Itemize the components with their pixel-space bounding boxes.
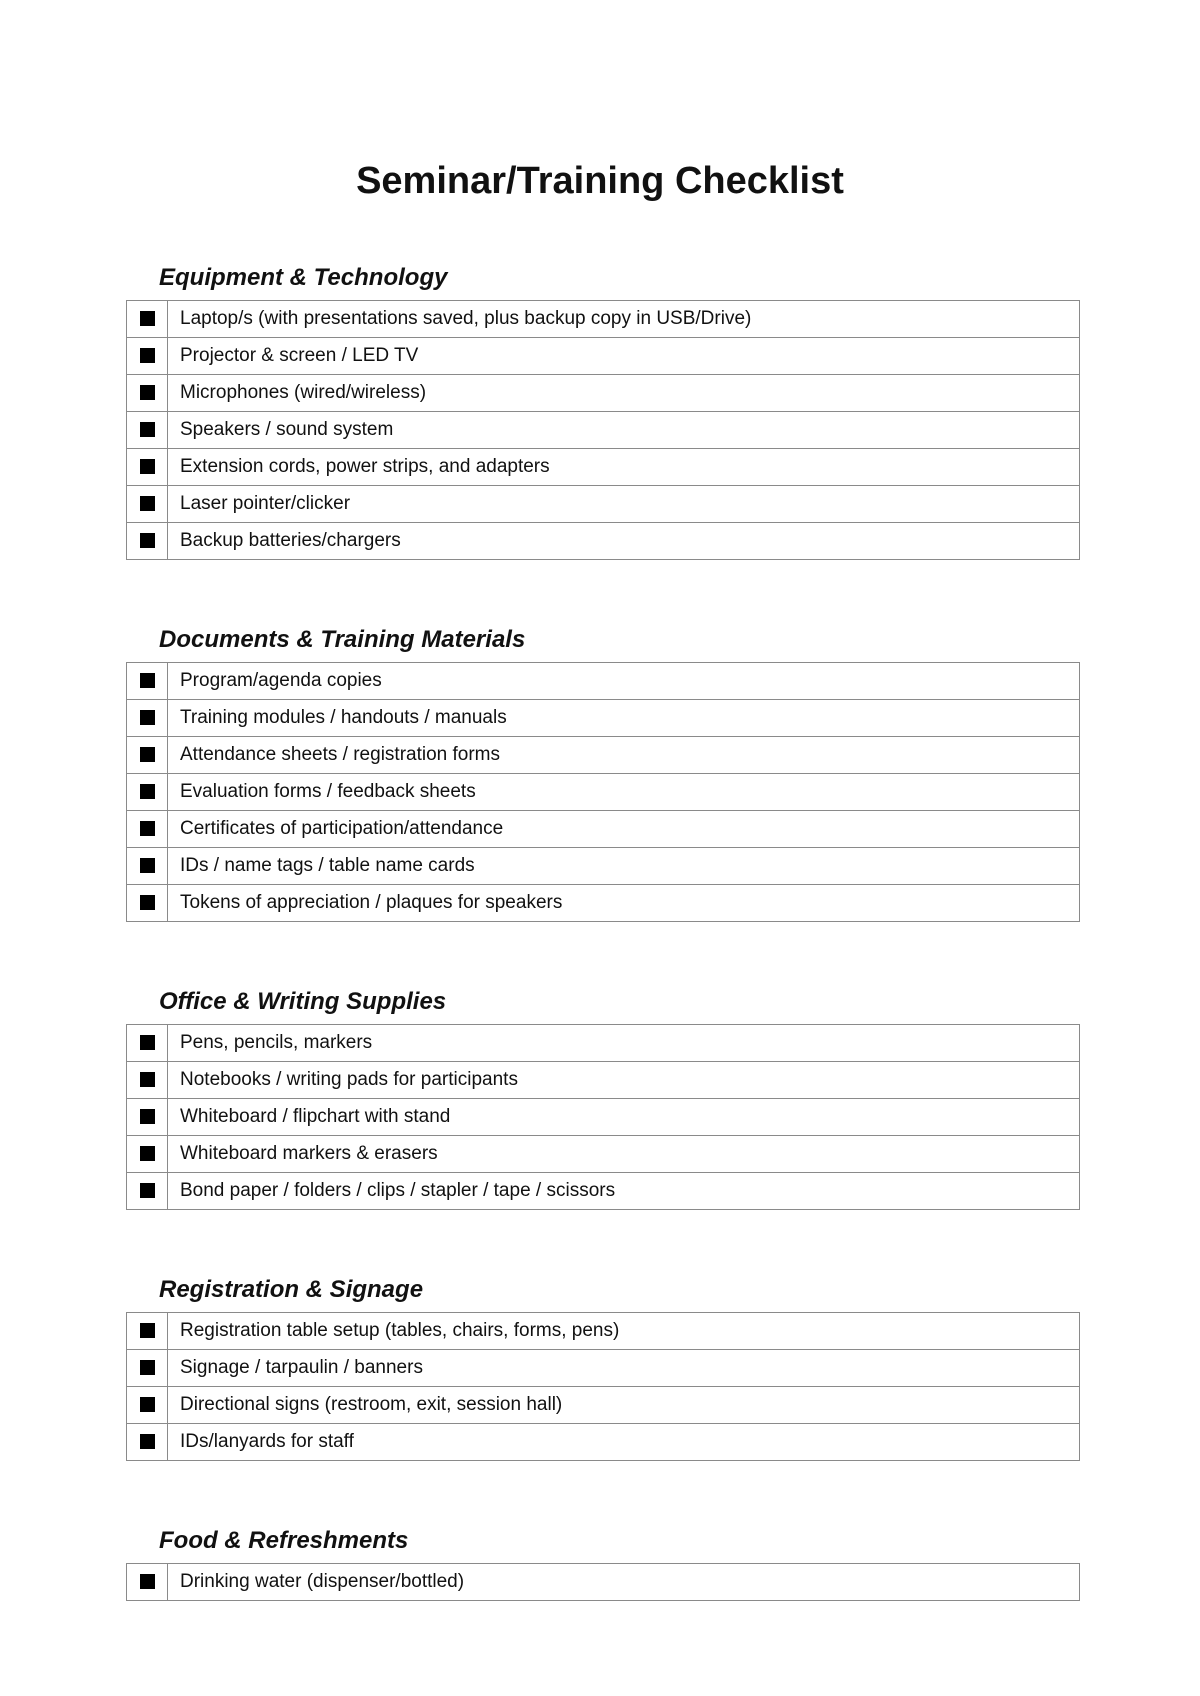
checklist-section (126, 1274, 1080, 1461)
checkbox-square-icon[interactable] (140, 821, 155, 836)
checklist-row (127, 774, 1080, 811)
checklist-row (127, 1173, 1080, 1210)
checklist-row (127, 375, 1080, 412)
checkbox-square-icon[interactable] (140, 496, 155, 511)
checklist-row (127, 338, 1080, 375)
checkbox-cell (127, 301, 168, 338)
checkbox-cell (127, 1313, 168, 1350)
checklist-item-label: Tokens of appreciation / plaques for speakers (168, 885, 1080, 922)
section-heading: Food & Refreshments (159, 1527, 409, 1554)
checklist-item-label: Directional signs (restroom, exit, session hall) (168, 1387, 1080, 1424)
checkbox-square-icon[interactable] (140, 710, 155, 725)
checklist-item-label: Notebooks / writing pads for participants (168, 1062, 1080, 1099)
checklist-row (127, 523, 1080, 560)
checkbox-cell (127, 1099, 168, 1136)
checklist-row (127, 1387, 1080, 1424)
checklist-row (127, 301, 1080, 338)
checklist-row (127, 412, 1080, 449)
section-heading: Equipment & Technology (159, 264, 448, 291)
checkbox-square-icon[interactable] (140, 1183, 155, 1198)
checkbox-cell (127, 1136, 168, 1173)
checklist-row (127, 1564, 1080, 1601)
checkbox-square-icon[interactable] (140, 459, 155, 474)
checkbox-cell (127, 663, 168, 700)
checkbox-square-icon[interactable] (140, 858, 155, 873)
checkbox-cell (127, 486, 168, 523)
checklist-table (126, 300, 1080, 560)
checklist-section (126, 986, 1080, 1210)
checkbox-square-icon[interactable] (140, 1574, 155, 1589)
checklist-table (126, 662, 1080, 922)
checkbox-cell (127, 1424, 168, 1461)
checkbox-cell (127, 811, 168, 848)
checklist-section (126, 1525, 1080, 1601)
checkbox-square-icon[interactable] (140, 348, 155, 363)
checklist-table (126, 1563, 1080, 1601)
checkbox-square-icon[interactable] (140, 1323, 155, 1338)
checklist-item-label: Laptop/s (with presentations saved, plus backup copy in USB/Drive) (168, 301, 1080, 338)
checklist-item-label: IDs / name tags / table name cards (168, 848, 1080, 885)
checklist-item-label: IDs/lanyards for staff (168, 1424, 1080, 1461)
checklist-row (127, 700, 1080, 737)
checkbox-square-icon[interactable] (140, 1035, 155, 1050)
checklist-row (127, 737, 1080, 774)
checklist-item-label: Attendance sheets / registration forms (168, 737, 1080, 774)
checklist-row (127, 449, 1080, 486)
checkbox-square-icon[interactable] (140, 1434, 155, 1449)
checklist-section (126, 624, 1080, 922)
checkbox-square-icon[interactable] (140, 747, 155, 762)
checkbox-cell (127, 338, 168, 375)
section-heading: Documents & Training Materials (159, 626, 526, 653)
checkbox-cell (127, 1564, 168, 1601)
checklist-row (127, 1313, 1080, 1350)
checkbox-square-icon[interactable] (140, 385, 155, 400)
checkbox-square-icon[interactable] (140, 673, 155, 688)
checkbox-cell (127, 1350, 168, 1387)
checklist-table (126, 1312, 1080, 1461)
checklist-item-label: Speakers / sound system (168, 412, 1080, 449)
checklist-row (127, 1062, 1080, 1099)
checklist-item-label: Extension cords, power strips, and adapters (168, 449, 1080, 486)
checkbox-cell (127, 1387, 168, 1424)
checkbox-square-icon[interactable] (140, 422, 155, 437)
checklist-row (127, 1424, 1080, 1461)
checklist-item-label: Microphones (wired/wireless) (168, 375, 1080, 412)
checklist-row (127, 885, 1080, 922)
checklist-item-label: Whiteboard markers & erasers (168, 1136, 1080, 1173)
checklist-row (127, 848, 1080, 885)
checklist-row (127, 663, 1080, 700)
checklist-item-label: Projector & screen / LED TV (168, 338, 1080, 375)
checkbox-cell (127, 523, 168, 560)
checklist-item-label: Bond paper / folders / clips / stapler / tape / scissors (168, 1173, 1080, 1210)
checkbox-cell (127, 375, 168, 412)
checkbox-square-icon[interactable] (140, 1146, 155, 1161)
checklist-row (127, 1099, 1080, 1136)
checkbox-square-icon[interactable] (140, 895, 155, 910)
checklist-row (127, 1136, 1080, 1173)
checkbox-square-icon[interactable] (140, 1109, 155, 1124)
checklist-row (127, 1350, 1080, 1387)
checkbox-cell (127, 848, 168, 885)
checklist-item-label: Laser pointer/clicker (168, 486, 1080, 523)
checklist-item-label: Registration table setup (tables, chairs, forms, pens) (168, 1313, 1080, 1350)
checkbox-cell (127, 1173, 168, 1210)
checklist-item-label: Drinking water (dispenser/bottled) (168, 1564, 1080, 1601)
page-title: Seminar/Training Checklist (356, 160, 844, 202)
section-heading: Office & Writing Supplies (159, 988, 447, 1015)
checkbox-square-icon[interactable] (140, 311, 155, 326)
checklist-item-label: Program/agenda copies (168, 663, 1080, 700)
checkbox-square-icon[interactable] (140, 784, 155, 799)
checklist-row (127, 811, 1080, 848)
checkbox-cell (127, 700, 168, 737)
checklist-item-label: Certificates of participation/attendance (168, 811, 1080, 848)
checkbox-cell (127, 449, 168, 486)
checklist-item-label: Pens, pencils, markers (168, 1025, 1080, 1062)
checklist-item-label: Backup batteries/chargers (168, 523, 1080, 560)
checklist-item-label: Evaluation forms / feedback sheets (168, 774, 1080, 811)
checkbox-cell (127, 774, 168, 811)
checkbox-square-icon[interactable] (140, 533, 155, 548)
section-heading: Registration & Signage (159, 1276, 424, 1303)
checklist-item-label: Whiteboard / flipchart with stand (168, 1099, 1080, 1136)
checklist-row (127, 1025, 1080, 1062)
checkbox-cell (127, 1062, 168, 1099)
checkbox-cell (127, 412, 168, 449)
checklist-table (126, 1024, 1080, 1210)
checklist-item-label: Training modules / handouts / manuals (168, 700, 1080, 737)
checkbox-cell (127, 737, 168, 774)
checkbox-cell (127, 1025, 168, 1062)
checklist-sections (126, 262, 1080, 1665)
checklist-section (126, 262, 1080, 560)
checkbox-square-icon[interactable] (140, 1397, 155, 1412)
checkbox-square-icon[interactable] (140, 1360, 155, 1375)
checklist-item-label: Signage / tarpaulin / banners (168, 1350, 1080, 1387)
checkbox-cell (127, 885, 168, 922)
checklist-row (127, 486, 1080, 523)
checkbox-square-icon[interactable] (140, 1072, 155, 1087)
